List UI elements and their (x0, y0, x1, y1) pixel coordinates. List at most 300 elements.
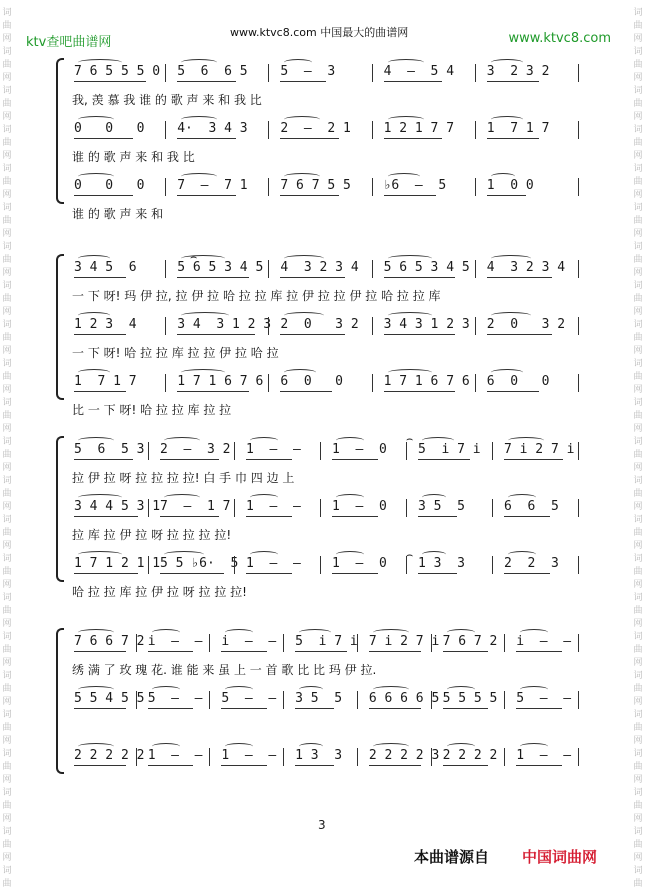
measure-notes: ♭6 – 5 (383, 178, 447, 193)
slur-arc (250, 551, 278, 558)
measure-notes: 0 0 0 (74, 121, 145, 136)
beam-line (487, 138, 539, 139)
measure-notes: 5 6 5 3 4 5 (177, 260, 264, 275)
lyric-line: 比 一 下 呀! 哈 拉 拉 库 拉 拉 (72, 403, 232, 417)
bar-line (148, 556, 149, 574)
watermark-char: 网 (633, 775, 643, 785)
slur-arc (508, 551, 536, 558)
bar-line (475, 64, 476, 82)
watermark-char: 网 (633, 73, 643, 83)
beam-line (74, 334, 126, 335)
slur-arc (520, 629, 548, 636)
bar-line (406, 499, 407, 517)
measure-notes: 7 i 2 7 i (368, 634, 440, 649)
watermark-char: 曲 (633, 723, 643, 733)
watermark-char: 网 (633, 190, 643, 200)
bar-line (578, 691, 579, 709)
beam-line (369, 651, 421, 652)
beam-line (177, 81, 236, 82)
bar-line (165, 178, 166, 196)
beam-line (246, 516, 292, 517)
watermark-char: 词 (633, 320, 643, 330)
beam-line (504, 459, 563, 460)
slur-arc (164, 494, 200, 501)
watermark-char: 曲 (633, 99, 643, 109)
measure-notes: 5 6 6 5 (177, 64, 248, 79)
slur-arc (520, 743, 548, 750)
measure-notes: 7 6 5 5 5 0 (74, 64, 161, 79)
fermata-icon: ⌢ (406, 548, 414, 561)
voice-part (62, 176, 582, 198)
slur-arc (152, 686, 180, 693)
watermark-char: 网 (2, 697, 12, 707)
slur-arc (491, 255, 531, 262)
beam-line (74, 195, 133, 196)
bar-line (165, 64, 166, 82)
beam-line (516, 651, 562, 652)
slur-arc (181, 173, 217, 180)
bar-line (268, 317, 269, 335)
lyric-line: 哈 拉 拉 库 拉 伊 拉 呀 拉 拉 拉! (72, 585, 247, 599)
watermark-char: 词 (633, 86, 643, 96)
bar-line (268, 64, 269, 82)
lyric-line: 一 下 呀! 玛 伊 拉, 拉 伊 拉 哈 拉 拉 库 拉 伊 拉 拉 伊 拉 哈 拉 拉 库 (72, 289, 441, 303)
watermark-char: 网 (633, 541, 643, 551)
slur-arc (164, 437, 200, 444)
measure-notes: 5 – – (221, 691, 277, 706)
beam-line (487, 195, 526, 196)
watermark-char: 词 (633, 788, 643, 798)
slur-arc (78, 312, 110, 319)
bar-line (357, 634, 358, 652)
beam-line (74, 573, 138, 574)
watermark-char: 曲 (633, 177, 643, 187)
beam-line (384, 334, 456, 335)
watermark-char: 词 (2, 203, 12, 213)
beam-line (443, 651, 489, 652)
slur-arc (284, 312, 324, 319)
bar-line (165, 317, 166, 335)
measure-notes: 2 – 3 2 (160, 442, 231, 457)
watermark-char: 曲 (633, 255, 643, 265)
measure-notes: 5 5 5 5 (442, 691, 498, 706)
beam-line (418, 516, 457, 517)
bar-line (578, 121, 579, 139)
beam-line (487, 81, 539, 82)
slur-arc (78, 173, 114, 180)
beam-line (516, 708, 562, 709)
slur-arc (491, 59, 523, 66)
measure-notes: i – – (221, 634, 277, 649)
watermark-char: 网 (2, 814, 12, 824)
system-bracket (56, 634, 58, 768)
slur-arc (336, 437, 364, 444)
beam-line (280, 391, 332, 392)
measure-notes: 2 2 2 2 2 (74, 748, 145, 763)
beam-line (280, 81, 326, 82)
slur-arc (225, 629, 253, 636)
watermark-char: 曲 (633, 294, 643, 304)
watermark-char: 曲 (633, 138, 643, 148)
measure-notes: 1 – – (246, 499, 301, 514)
watermark-char: 网 (2, 775, 12, 785)
slur-arc (181, 255, 225, 262)
measure-notes: 5 – 3 (280, 64, 336, 79)
lyric-line: 谁 的 歌 声 来 和 我 比 (72, 150, 195, 164)
lyric-line: 谁 的 歌 声 来 和 (72, 207, 164, 221)
watermark-char: 曲 (2, 489, 12, 499)
slur-arc (284, 116, 320, 123)
measure-notes: 3 2 3 2 (486, 64, 550, 79)
measure-notes: 1 7 1 7 (74, 374, 137, 389)
measure-notes: 7 – 1 7 (160, 499, 231, 514)
measure-notes: 1 3 3 (295, 748, 343, 763)
beam-line (332, 459, 378, 460)
bar-line (283, 634, 284, 652)
beam-line (487, 334, 552, 335)
slur-arc (491, 116, 523, 123)
lyric-line: 拉 库 拉 伊 拉 呀 拉 拉 拉 拉! (72, 528, 232, 542)
beam-line (221, 765, 267, 766)
beam-line (332, 573, 378, 574)
measure-notes: 1 7 1 7 (486, 121, 550, 136)
bar-line (209, 634, 210, 652)
bar-line (283, 691, 284, 709)
watermark-char: 词 (633, 476, 643, 486)
lyric-line: 一 下 呀! 哈 拉 拉 库 拉 拉 伊 拉 哈 拉 (72, 346, 279, 360)
bar-line (209, 691, 210, 709)
watermark-char: 词 (633, 281, 643, 291)
beam-line (74, 138, 133, 139)
watermark-char: 网 (633, 346, 643, 356)
watermark-char: 曲 (2, 333, 12, 343)
slur-arc (422, 551, 446, 558)
measure-notes: 3 4 5 6 (74, 260, 137, 275)
watermark-char: 词 (2, 593, 12, 603)
bar-line (504, 634, 505, 652)
beam-line (332, 516, 378, 517)
measure-notes: 5 6 5 3 4 5 (383, 260, 470, 275)
bar-line (578, 64, 579, 82)
measure-notes: 4 – 5 4 (383, 64, 455, 79)
watermark-char: 曲 (2, 99, 12, 109)
watermark-char: 词 (2, 671, 12, 681)
slur-arc (388, 369, 432, 376)
slur-arc (78, 59, 122, 66)
bar-line (431, 748, 432, 766)
slur-arc (78, 629, 114, 636)
beam-line (487, 277, 552, 278)
bar-line (475, 374, 476, 392)
bar-line (431, 691, 432, 709)
watermark-char: 词 (2, 125, 12, 135)
bar-line (165, 260, 166, 278)
slur-arc (152, 743, 180, 750)
beam-line (74, 459, 133, 460)
measure-notes: 6 0 0 (280, 374, 344, 389)
beam-line (148, 765, 194, 766)
measure-notes: 1 7 1 6 7 6 (383, 374, 470, 389)
bar-line (357, 691, 358, 709)
watermark-char: 词 (2, 749, 12, 759)
watermark-char: 网 (2, 34, 12, 44)
slur-arc (422, 437, 454, 444)
beam-line (221, 708, 267, 709)
bar-line (148, 442, 149, 460)
watermark-char: 词 (2, 8, 12, 18)
beam-line (177, 277, 249, 278)
slur-arc (284, 173, 320, 180)
site-url-center: www.ktvc8.com 中国最大的曲谱网 (230, 26, 409, 39)
watermark-char: 词 (633, 593, 643, 603)
beam-line (280, 138, 339, 139)
watermark-char: 网 (2, 307, 12, 317)
watermark-char: 词 (2, 47, 12, 57)
measure-notes: 0 0 0 (74, 178, 145, 193)
watermark-char: 曲 (2, 567, 12, 577)
watermark-char: 网 (2, 229, 12, 239)
beam-line (280, 195, 339, 196)
measure-notes: 7 i 2 7 i (504, 442, 575, 457)
beam-line (74, 277, 126, 278)
watermark-char: 词 (633, 437, 643, 447)
slur-arc (78, 494, 122, 501)
bar-line (504, 748, 505, 766)
measure-notes: 7 6 6 7 2 (74, 634, 145, 649)
site-url-right: www.ktvc8.com (508, 31, 611, 46)
watermark-char: 曲 (633, 762, 643, 772)
slur-arc (250, 494, 278, 501)
watermark-char: 网 (633, 580, 643, 590)
beam-line (418, 573, 457, 574)
system-bracket (56, 64, 58, 198)
watermark-char: 网 (633, 619, 643, 629)
measure-notes: 1 – – (221, 748, 277, 763)
measure-notes: 5 i 7 i (418, 442, 481, 457)
measure-notes: 1 3 3 (418, 556, 465, 571)
watermark-char: 曲 (633, 411, 643, 421)
bar-line (578, 556, 579, 574)
watermark-char: 网 (633, 814, 643, 824)
watermark-char: 词 (2, 242, 12, 252)
slur-arc (447, 686, 475, 693)
measure-notes: 1 2 3 4 (74, 317, 137, 332)
slur-arc (78, 437, 114, 444)
watermark-char: 网 (2, 73, 12, 83)
beam-line (516, 765, 562, 766)
slur-arc (336, 494, 364, 501)
voice-part (62, 497, 582, 519)
watermark-char: 词 (633, 749, 643, 759)
slur-arc (181, 116, 217, 123)
beam-line (384, 81, 443, 82)
watermark-left (0, 0, 14, 891)
fermata-icon: ⌢ (190, 250, 198, 263)
watermark-char: 词 (633, 203, 643, 213)
measure-notes: 4 3 2 3 4 (486, 260, 566, 275)
watermark-char: 曲 (2, 21, 12, 31)
bar-line (165, 374, 166, 392)
beam-line (246, 459, 292, 460)
slur-arc (373, 743, 409, 750)
bar-line (372, 317, 373, 335)
slur-arc (508, 494, 536, 501)
watermark-char: 词 (633, 515, 643, 525)
slur-arc (299, 686, 323, 693)
slur-arc (284, 255, 324, 262)
watermark-char: 曲 (633, 528, 643, 538)
measure-notes: 1 – 0 (332, 442, 387, 457)
watermark-char: 网 (633, 307, 643, 317)
measure-notes: 2 2 3 (504, 556, 559, 571)
watermark-char: 网 (633, 502, 643, 512)
bar-line (320, 442, 321, 460)
page-number: 3 (318, 818, 326, 832)
watermark-char: 曲 (633, 216, 643, 226)
watermark-char: 网 (633, 112, 643, 122)
measure-notes: 6 6 6 6 5 (368, 691, 440, 706)
watermark-char: 词 (2, 554, 12, 564)
measure-notes: 1 – – (246, 442, 301, 457)
measure-notes: 2 0 3 2 (486, 317, 566, 332)
bar-line (578, 178, 579, 196)
slur-arc (78, 255, 110, 262)
voice-part (62, 372, 582, 394)
beam-line (74, 516, 138, 517)
measure-notes: i – – (516, 634, 572, 649)
watermark-char: 词 (2, 437, 12, 447)
voice-part (62, 440, 582, 462)
beam-line (384, 277, 456, 278)
watermark-char: 曲 (2, 60, 12, 70)
watermark-char: 曲 (633, 60, 643, 70)
measure-notes: 7 – 7 1 (177, 178, 248, 193)
watermark-char: 曲 (2, 372, 12, 382)
watermark-char: 网 (2, 658, 12, 668)
beam-line (148, 708, 194, 709)
measure-notes: 1 0 0 (486, 178, 534, 193)
measure-notes: 5 6 5 3 (74, 442, 145, 457)
slur-arc (284, 369, 316, 376)
watermark-char: 词 (633, 710, 643, 720)
measure-notes: 1 2 1 7 7 (383, 121, 455, 136)
bar-line (320, 556, 321, 574)
watermark-char: 曲 (633, 372, 643, 382)
watermark-char: 曲 (2, 255, 12, 265)
slur-arc (388, 59, 424, 66)
watermark-char: 网 (633, 385, 643, 395)
bar-line (148, 499, 149, 517)
measure-notes: 2 2 2 2 3 (368, 748, 440, 763)
watermark-char: 网 (633, 268, 643, 278)
watermark-char: 曲 (633, 21, 643, 31)
beam-line (280, 334, 345, 335)
system-bracket (56, 260, 58, 394)
measure-notes: 1 – – (147, 748, 203, 763)
footer-site-link[interactable]: 中国词曲网 (522, 848, 598, 866)
beam-line (443, 765, 489, 766)
watermark-char: 词 (633, 866, 643, 876)
watermark-char: 词 (633, 125, 643, 135)
slur-arc (78, 686, 114, 693)
beam-line (160, 516, 219, 517)
bar-line (578, 260, 579, 278)
bar-line (136, 748, 137, 766)
beam-line (504, 516, 550, 517)
watermark-char: 网 (633, 34, 643, 44)
measure-notes: 3 5 5 (418, 499, 465, 514)
slur-arc (225, 686, 253, 693)
watermark-char: 词 (2, 86, 12, 96)
watermark-char: 词 (2, 827, 12, 837)
watermark-char: 网 (2, 580, 12, 590)
voice-part (62, 119, 582, 141)
bar-line (136, 634, 137, 652)
measure-notes: 1 – 0 (332, 499, 387, 514)
voice-part (62, 689, 582, 711)
watermark-char: 曲 (2, 138, 12, 148)
slur-arc (447, 743, 475, 750)
watermark-char: 词 (633, 632, 643, 642)
system-bracket (56, 442, 58, 576)
slur-arc (388, 312, 432, 319)
beam-line (74, 708, 126, 709)
watermark-char: 网 (633, 151, 643, 161)
watermark-char: 曲 (2, 645, 12, 655)
bar-line (268, 260, 269, 278)
beam-line (160, 573, 224, 574)
beam-line (443, 708, 489, 709)
slur-arc (447, 629, 475, 636)
watermark-char: 词 (2, 281, 12, 291)
measure-notes: 1 – 0 (332, 556, 387, 571)
bar-line (578, 748, 579, 766)
bar-line (492, 499, 493, 517)
bar-line (578, 442, 579, 460)
voice-part (62, 632, 582, 654)
watermark-char: 词 (2, 866, 12, 876)
watermark-char: 曲 (633, 840, 643, 850)
bar-line (234, 442, 235, 460)
beam-line (369, 765, 421, 766)
bar-line (372, 64, 373, 82)
bar-line (372, 374, 373, 392)
score-system (62, 440, 582, 599)
bar-line (372, 178, 373, 196)
beam-line (384, 391, 456, 392)
score-system (62, 62, 582, 221)
watermark-char: 网 (2, 424, 12, 434)
watermark-char: 曲 (633, 801, 643, 811)
fermata-icon: ⌢ (406, 432, 414, 445)
watermark-char: 词 (633, 8, 643, 18)
slur-arc (250, 437, 278, 444)
watermark-char: 网 (633, 658, 643, 668)
watermark-char: 网 (633, 229, 643, 239)
watermark-char: 网 (633, 463, 643, 473)
measure-notes: 5 5 4 5 5 (74, 691, 145, 706)
beam-line (295, 651, 347, 652)
measure-notes: 3 5 5 (295, 691, 343, 706)
bar-line (475, 260, 476, 278)
slur-arc (164, 551, 204, 558)
beam-line (369, 708, 421, 709)
measure-notes: 3 4 3 1 2 3 (177, 317, 272, 332)
slur-arc (284, 59, 312, 66)
measure-notes: 2 2 2 2 (442, 748, 498, 763)
watermark-char: 词 (633, 242, 643, 252)
slur-arc (388, 255, 432, 262)
